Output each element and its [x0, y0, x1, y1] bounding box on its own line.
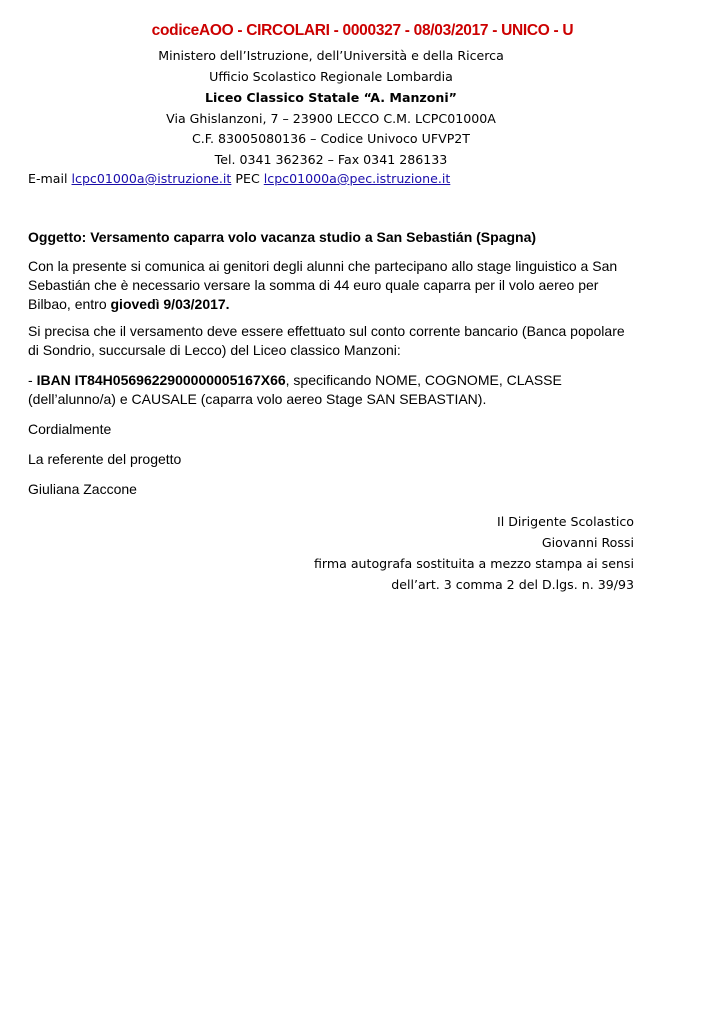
iban-dash: - — [28, 372, 37, 388]
referent-role: La referente del progetto — [28, 451, 182, 467]
payment-text: Con la presente si comunica ai genitori degli alunni che partecipano allo stage linguistico a San Sebastián che è necessario versare la somma di 44 euro quale caparra per il volo aereo per Bilbao, entro — [28, 258, 618, 312]
school-name: Liceo Classico Statale “A. Manzoni” — [205, 90, 457, 105]
signature-name: Giovanni Rossi — [541, 535, 634, 550]
protocol-stamp: codiceAOO - CIRCOLARI - 0000327 - 08/03/2017 - UNICO - U — [151, 22, 574, 39]
paragraph-iban — [28, 371, 628, 409]
closing: Cordialmente — [28, 421, 112, 437]
email-label: E-mail — [28, 171, 68, 186]
payment-deadline: giovedì 9/03/2017. — [110, 296, 230, 312]
pec-link[interactable]: lcpc01000a@pec.istruzione.it — [263, 171, 451, 186]
iban-code: IBAN IT84H0569622900000005167X66 — [36, 372, 286, 388]
subject-text: Oggetto: Versamento caparra volo vacanza studio a San Sebastián (Spagna) — [28, 229, 537, 245]
email-link[interactable]: lcpc01000a@istruzione.it — [71, 171, 232, 186]
paragraph-payment — [28, 257, 628, 314]
ministry-name: Ministero dell’Istruzione, dell’Università e della Ricerca — [158, 48, 504, 63]
regional-office: Ufficio Scolastico Regionale Lombardia — [209, 69, 453, 84]
signature-title: Il Dirigente Scolastico — [497, 514, 634, 529]
contact-emails — [28, 171, 450, 186]
subject-line — [28, 228, 628, 247]
pec-label: PEC — [235, 171, 260, 186]
fiscal-code: C.F. 83005080136 – Codice Univoco UFVP2T — [192, 131, 470, 146]
referent-name: Giuliana Zaccone — [28, 481, 137, 497]
phone-fax: Tel. 0341 362362 – Fax 0341 286133 — [214, 152, 448, 167]
signature-note-1: firma autografa sostituita a mezzo stampa ai sensi — [313, 556, 634, 571]
signature-note-2: dell’art. 3 comma 2 del D.lgs. n. 39/93 — [391, 577, 634, 592]
paragraph-bank: Si precisa che il versamento deve essere effettuato sul conto corrente bancario (Banca popolare di Sondrio, succursale di Lecco) del Liceo classico Manzoni: — [28, 323, 625, 358]
iban-instructions: , specificando NOME, COGNOME, CLASSE (dell’alunno/a) e CAUSALE (caparra volo aereo Stage SAN SEBASTIAN). — [28, 372, 562, 407]
signature-block — [314, 511, 634, 595]
school-address: Via Ghislanzoni, 7 – 23900 LECCO C.M. LCPC01000A — [166, 111, 496, 126]
